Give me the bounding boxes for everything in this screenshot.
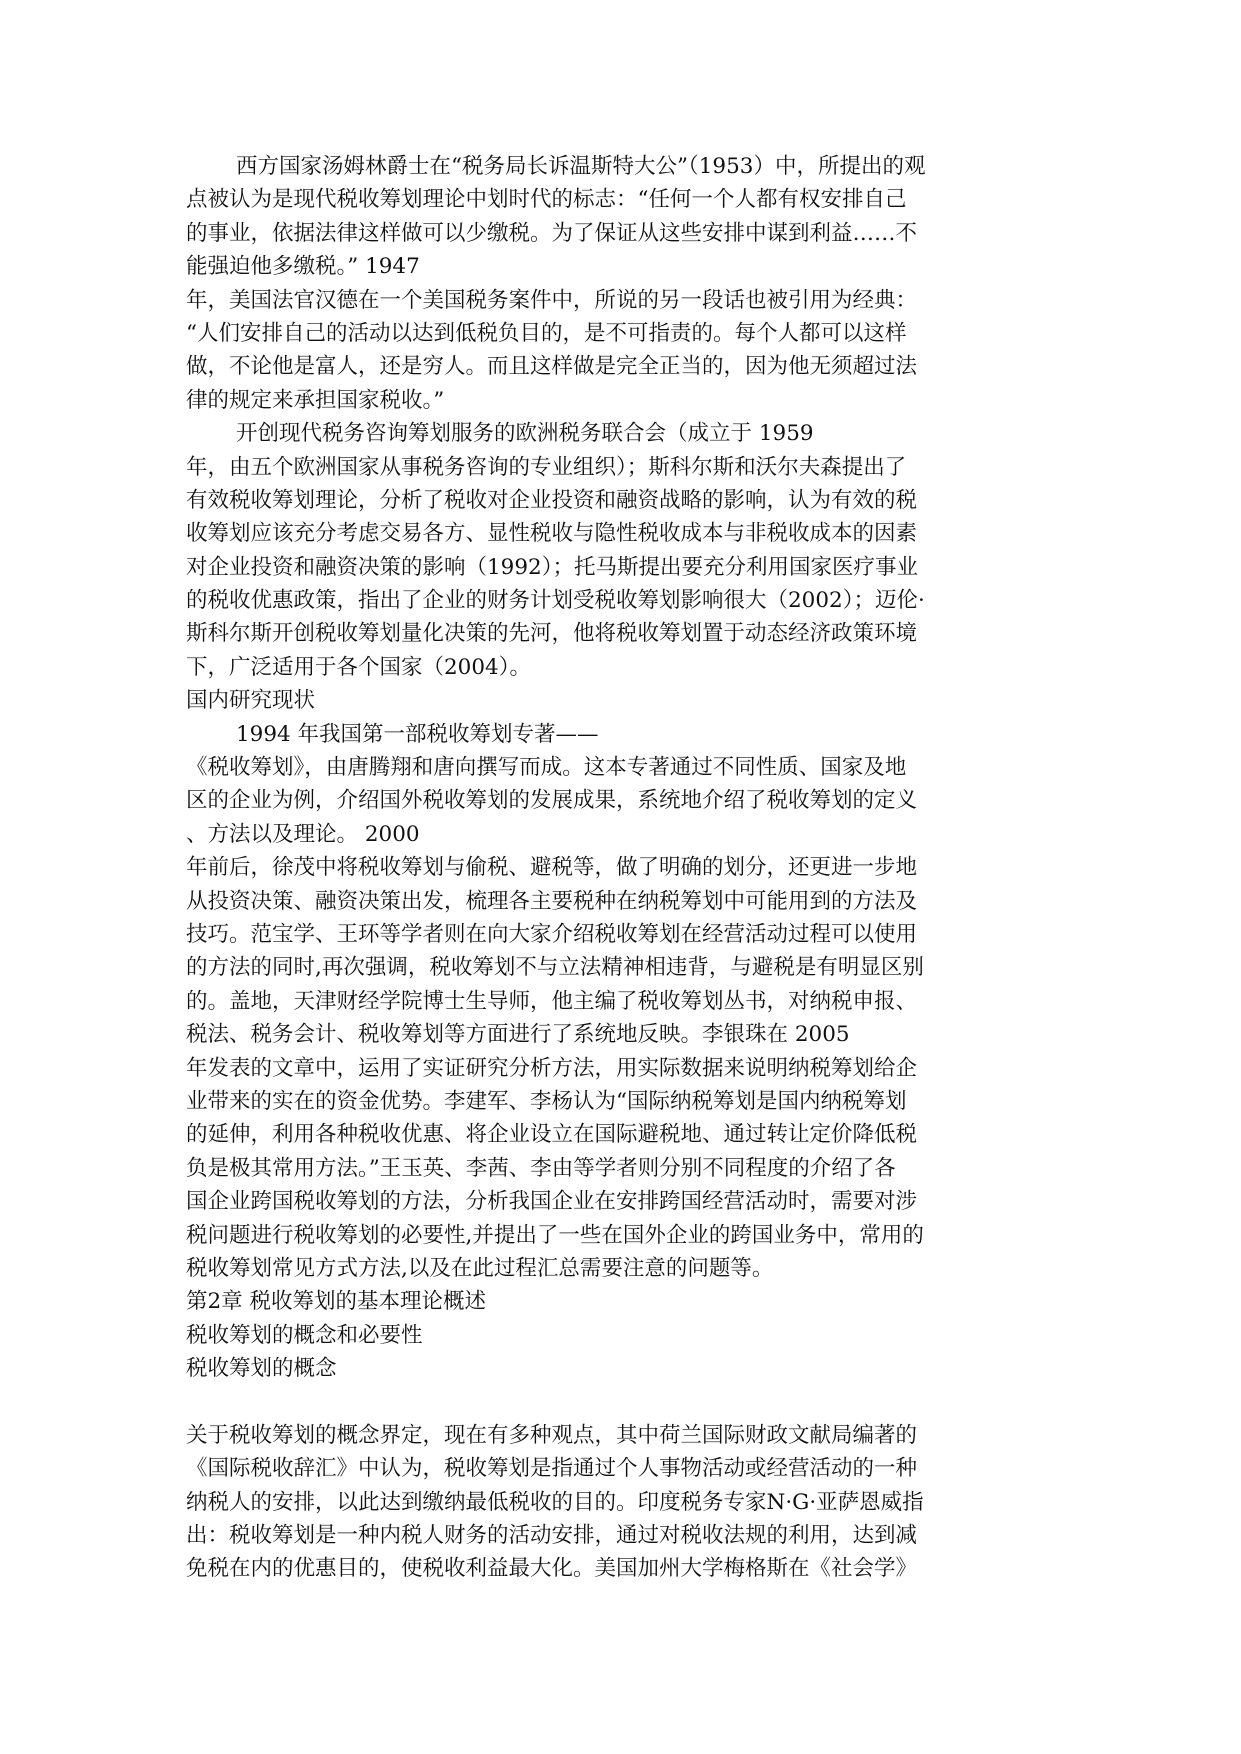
body-text-line: 业带来的实在的资金优势。李建军、李杨认为“国际纳税筹划是国内纳税筹划: [186, 1088, 907, 1114]
blank-line: [186, 1385, 1056, 1418]
body-text-line: 关于税收筹划的概念界定，现在有多种观点，其中荷兰国际财政文献局编著的: [186, 1422, 918, 1448]
body-text-line: 下，广泛适用于各个国家（2004）。: [186, 654, 531, 680]
body-text-line: 从投资决策、融资决策出发，梳理各主要税种在纳税筹划中可能用到的方法及: [186, 888, 918, 914]
body-text-line: 做，不论他是富人，还是穷人。而且这样做是完全正当的，因为他无须超过法: [186, 354, 918, 380]
body-text-line: 免税在内的优惠目的，使税收利益最大化。美国加州大学梅格斯在《社会学》: [186, 1556, 918, 1582]
body-text-line: 开创现代税务咨询筹划服务的欧洲税务联合会（成立于 1959: [236, 421, 814, 447]
body-text-line: 的。盖地，天津财经学院博士生导师，他主编了税收筹划丛书，对纳税申报、: [186, 988, 918, 1014]
body-text-line: “人们安排自己的活动以达到低税负目的，是不可指责的。每个人都可以这样: [186, 320, 907, 346]
body-text-line: 斯科尔斯开创税收筹划量化决策的先河，他将税收筹划置于动态经济政策环境: [186, 621, 918, 647]
body-text-line: 税法、税务会计、税收筹划等方面进行了系统地反映。李银珠在 2005: [186, 1022, 850, 1048]
body-text-line: 年，美国法官汉德在一个美国税务案件中，所说的另一段话也被引用为经典：: [186, 287, 918, 313]
body-text-line: 的事业，依据法律这样做可以少缴税。为了保证从这些安排中谋到利益……不: [186, 220, 918, 246]
section-heading: 税收筹划的概念和必要性: [186, 1322, 423, 1348]
body-text-line: 年发表的文章中，运用了实证研究分析方法，用实际数据来说明纳税筹划给企: [186, 1055, 918, 1081]
body-text-line: 有效税收筹划理论，分析了税收对企业投资和融资战略的影响，认为有效的税: [186, 487, 918, 513]
body-text-line: 纳税人的安排，以此达到缴纳最低税收的目的。印度税务专家N·G·亚萨恩威指: [186, 1489, 924, 1515]
body-text-line: 的延伸，利用各种税收优惠、将企业设立在国际避税地、通过转让定价降低税: [186, 1122, 918, 1148]
body-text-line: 国企业跨国税收筹划的方法，分析我国企业在安排跨国经营活动时，需要对涉: [186, 1189, 918, 1215]
body-text-line: 《国际税收辞汇》中认为，税收筹划是指通过个人事物活动或经营活动的一种: [186, 1456, 918, 1482]
document-page: [186, 150, 1056, 1586]
body-text-line: 出：税收筹划是一种内税人财务的活动安排，通过对税收法规的利用，达到减: [186, 1523, 918, 1549]
chapter-heading: 第2章 税收筹划的基本理论概述: [186, 1289, 487, 1315]
body-text-line: 对企业投资和融资决策的影响（1992）；托马斯提出要充分利用国家医疗事业: [186, 554, 918, 580]
body-text-line: 1994 年我国第一部税收筹划专著——: [236, 721, 599, 747]
body-text-line: 点被认为是现代税收筹划理论中划时代的标志：“任何一个人都有权安排自己: [186, 187, 907, 213]
body-text-line: 负是极其常用方法。”王玉英、李茜、李由等学者则分别不同程度的介绍了各: [186, 1155, 896, 1181]
body-text-line: 区的企业为例，介绍国外税收筹划的发展成果，系统地介绍了税收筹划的定义: [186, 788, 918, 814]
body-text-line: 律的规定来承担国家税收。”: [186, 387, 445, 413]
body-text-line: 年前后，徐茂中将税收筹划与偷税、避税等，做了明确的划分，还更进一步地: [186, 855, 918, 881]
body-text-line: 税问题进行税收筹划的必要性,并提出了一些在国外企业的跨国业务中，常用的: [186, 1222, 924, 1248]
body-text-line: 能强迫他多缴税。” 1947: [186, 254, 420, 280]
body-text-line: 年，由五个欧洲国家从事税务咨询的专业组织）；斯科尔斯和沃尔夫森提出了: [186, 454, 907, 480]
body-text-line: 《税收筹划》，由唐腾翔和唐向撰写而成。这本专著通过不同性质、国家及地: [186, 755, 907, 781]
body-text-line: 技巧。范宝学、王环等学者则在向大家介绍税收筹划在经营活动过程可以使用: [186, 921, 918, 947]
section-heading: 国内研究现状: [186, 688, 316, 714]
body-text-line: 税收筹划常见方式方法,以及在此过程汇总需要注意的问题等。: [186, 1255, 774, 1281]
body-text-line: 、方法以及理论。 2000: [186, 821, 420, 847]
body-text-line: 的方法的同时,再次强调，税收筹划不与立法精神相违背，与避税是有明显区别: [186, 955, 924, 981]
body-text-line: 西方国家汤姆林爵士在“税务局长诉温斯特大公”（1953）中，所提出的观: [236, 154, 926, 179]
body-text-line: 的税收优惠政策，指出了企业的财务计划受税收筹划影响很大（2002）；迈伦·: [186, 588, 925, 614]
body-text-line: 收筹划应该充分考虑交易各方、显性税收与隐性税收成本与非税收成本的因素: [186, 521, 918, 547]
subsection-heading: 税收筹划的概念: [186, 1356, 337, 1382]
